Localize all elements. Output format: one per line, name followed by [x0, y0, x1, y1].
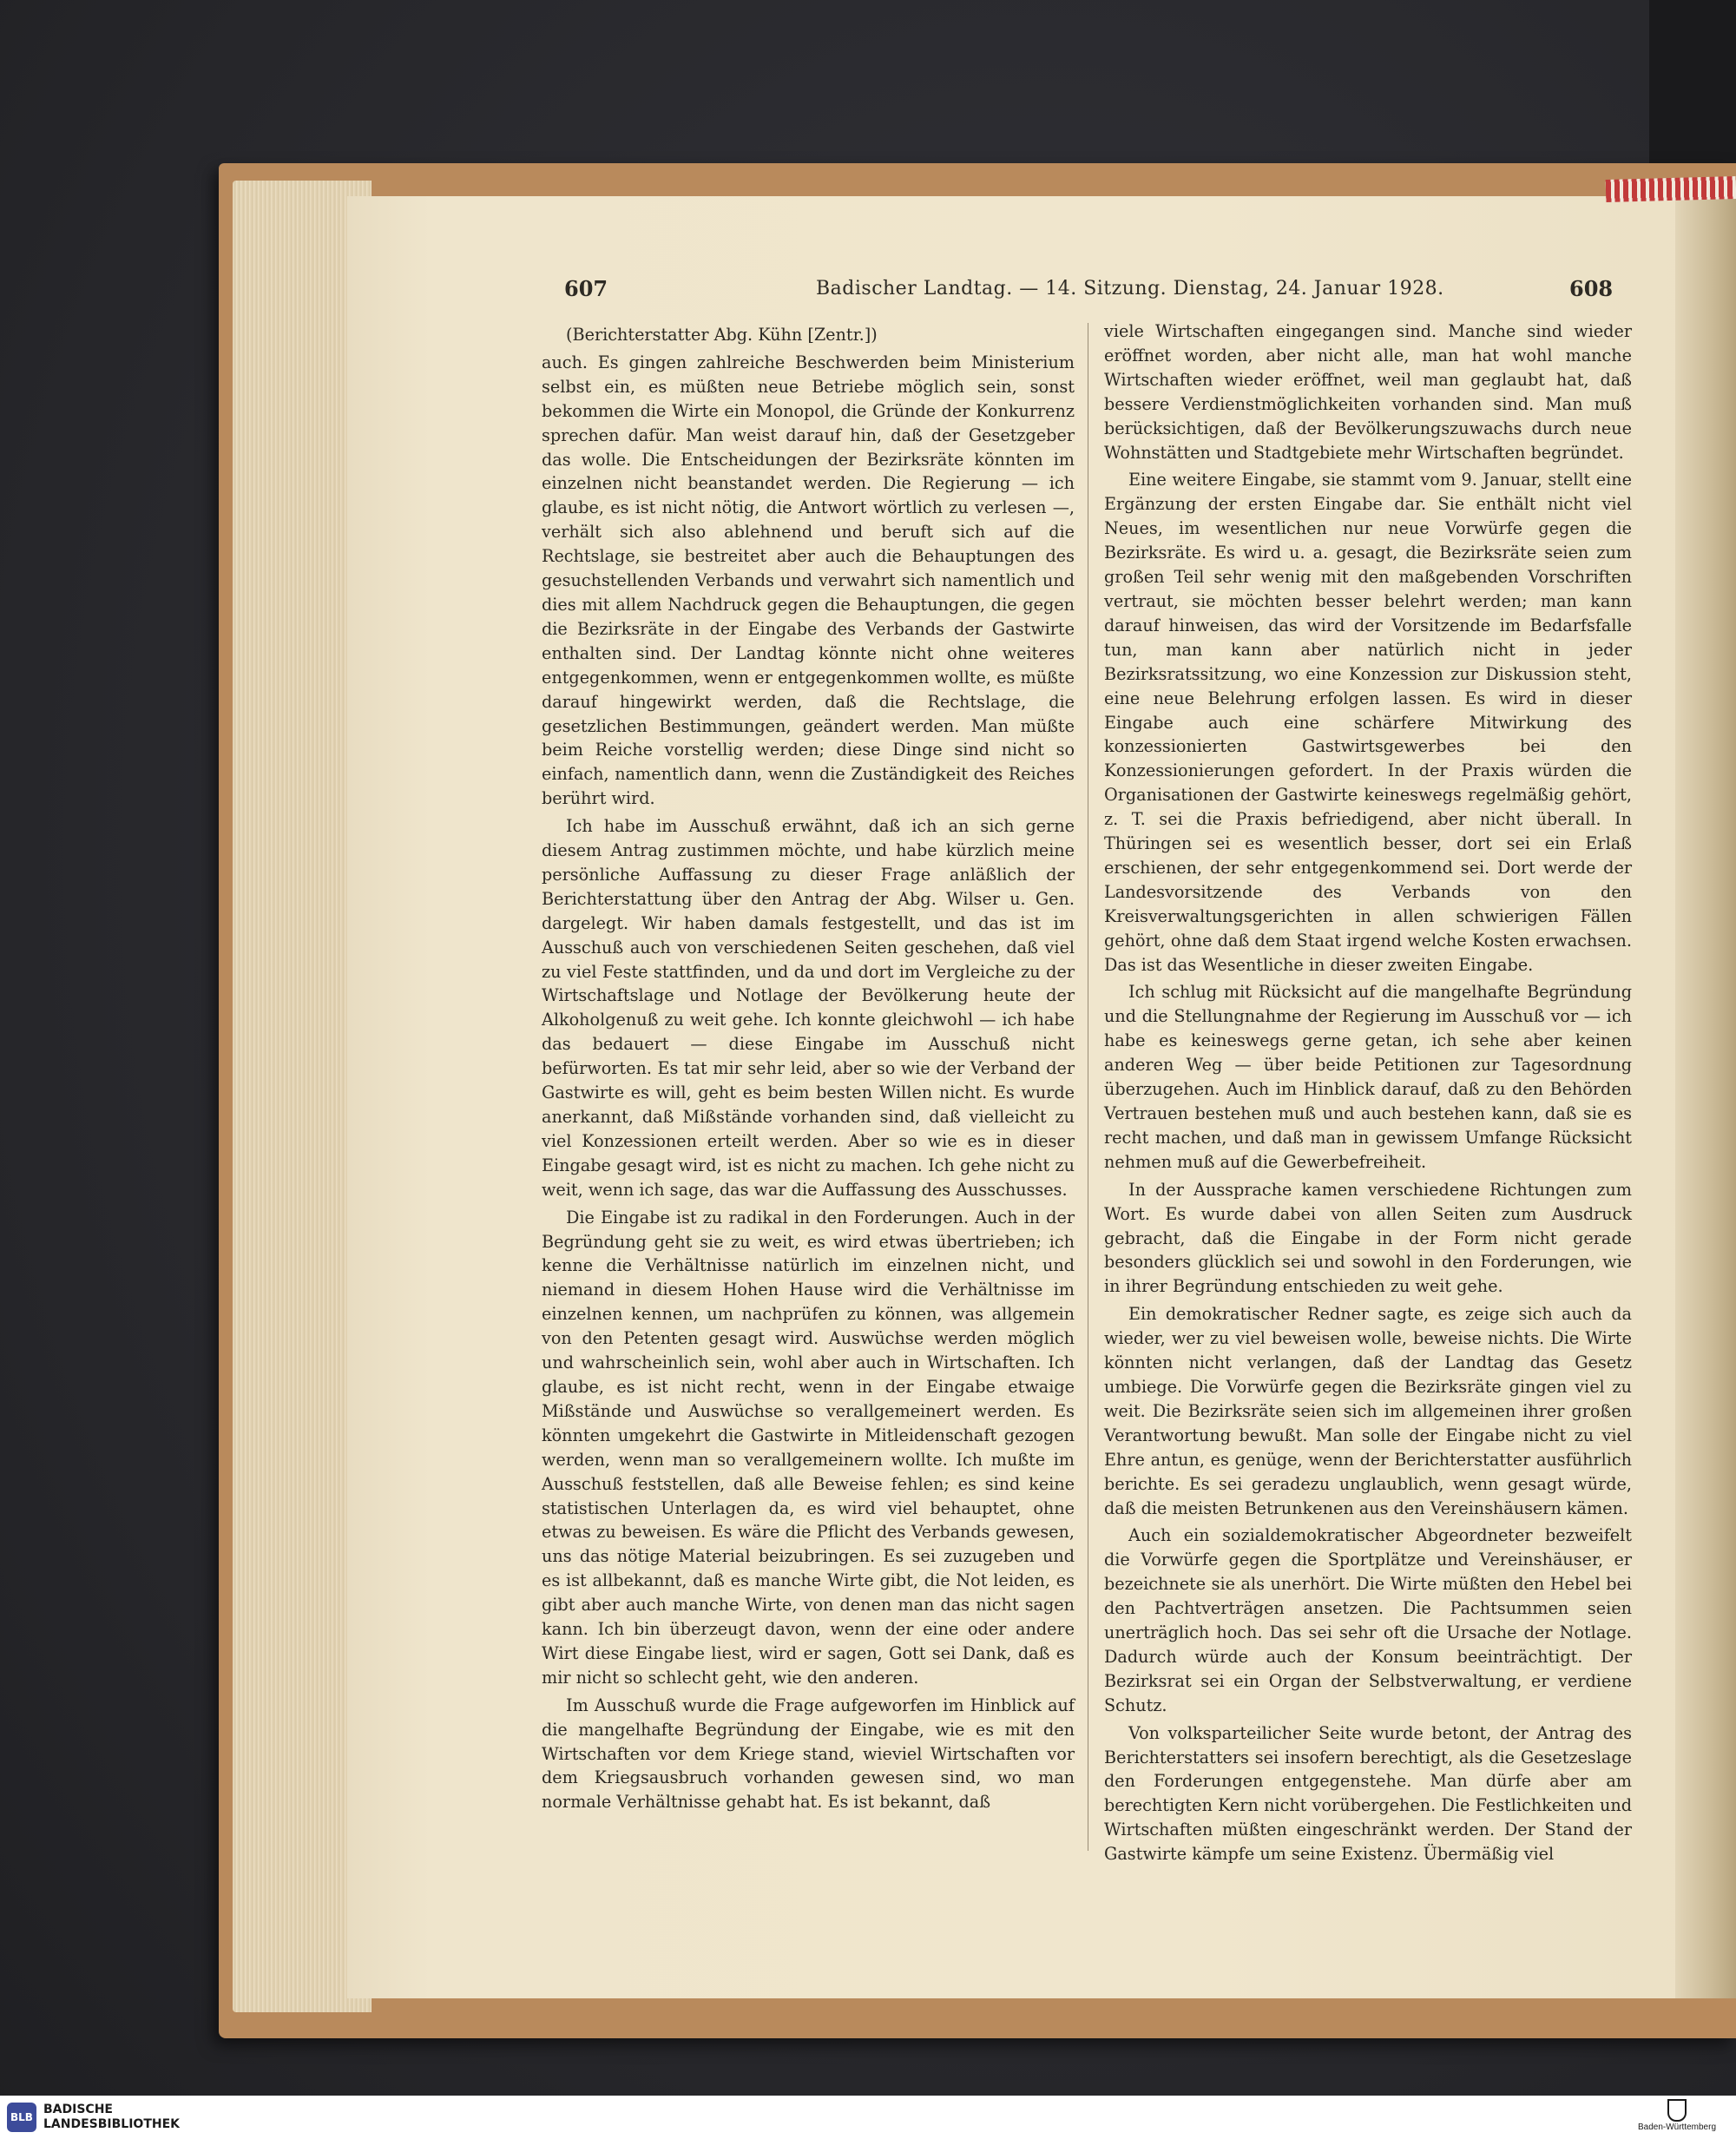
paragraph: viele Wirtschaften eingegangen sind. Manche sind wieder eröffnet worden, aber nicht alle, man hat wohl manche Wirtschaften wieder eröffnet, weil man geglaubt hat, daß bessere Verdienstmöglichkeiten vorhanden sind. Man muß berücksichtigen, daß der Bevölkerungszuwachs durch neue Wohnstätten und Stadtgebiete mehr Wirtschaften begründet.	[1104, 321, 1632, 463]
page-curl-shadow	[1675, 196, 1736, 1998]
state-crest-icon	[1667, 2099, 1687, 2122]
page-number-left: 607	[564, 276, 608, 301]
library-name	[43, 2103, 180, 2132]
paragraph: Eine weitere Eingabe, sie stammt vom 9. Januar, stellt eine Ergänzung der ersten Eingabe dar. Sie enthält nicht viel Neues, im wesentlichen nur neue Vorwürfe gegen die Bezirksräte. Es wird u. a. gesagt, die Bezirksräte seien zum großen Teil sehr wenig mit den maßgebenden Vorschriften vertraut, sie möchten besser belehrt werden; man kann darauf hinweisen, das wird der Vorsitzende im Bedarfsfalle tun, man kann aber natürlich nicht in jeder Bezirksratssitzung, wo eine Konzession zur Diskussion steht, eine neue Belehrung erfolgen lassen. Es wird in dieser Eingabe auch eine schärfere Mitwirkung des konzessionierten Gastwirtsgewerbes bei den Konzessionierungen gefordert. In der Praxis würden die Organisationen der Gastwirte keineswegs regelmäßig gehört, z. T. sei die Praxis befriedigend, aber nicht überall. In Thüringen sei es wesentlich besser, dort sei ein Erlaß erschienen, der sehr entgegenkommend sei. Dort werde der Landesvorsitzende des Verbands von den Kreisverwaltungsgerichten in allen schwierigen Fällen gehört, ohne daß dem Staat irgend welche Kosten erwachsen. Das ist das Wesentliche in dieser zweiten Eingabe.	[1104, 470, 1632, 975]
paragraph: auch. Es gingen zahlreiche Beschwerden beim Ministerium selbst ein, es müßten neue Betriebe möglich sein, sonst bekommen die Wirte ein Monopol, die Gründe der Konkurrenz sprechen dafür. Man weist darauf hin, daß der Gesetzgeber das wolle. Die Entscheidungen der Bezirksräte könnten im einzelnen nicht beanstandet werden. Die Regierung — ich glaube, es ist nicht nötig, die Antwort wörtlich zu verlesen —, verhält sich also ablehnend und beruft sich auf die Rechtslage, sie bestreitet aber auch die Behauptungen des gesuchstellenden Verbands und verwahrt sich namentlich und dies mit allem Nachdruck gegen die Behauptungen, die gegen die Bezirksräte in der Eingabe des Verbands der Gastwirte enthalten sind. Der Landtag könnte nicht ohne weiteres entgegenkommen, wenn er entgegenkommen wollte, es müßte darauf hingewirkt werden, daß die Rechtslage, die gesetzlichen Bestimmungen, geändert werden. Man müßte beim Reiche vorstellig werden; diese Dinge sind nicht so einfach, namentlich dann, wenn die Zuständigkeit des Reiches berührt wird.	[542, 352, 1075, 809]
page-header	[538, 276, 1623, 307]
paragraph: Ich schlug mit Rücksicht auf die mangelhafte Begründung und die Stellungnahme der Regierung im Ausschuß vor — ich habe es keineswegs gerne getan, ich sehe aber keinen anderen Weg — über beide Petitionen zur Tagesordnung überzugehen. Auch im Hinblick darauf, daß zu den Behörden Vertrauen bestehen muß und auch bestehen kann, daß sie es recht machen, und daß man in gewissem Umfange Rücksicht nehmen muß auf die Gewerbefreiheit.	[1104, 982, 1632, 1172]
paragraph: Die Eingabe ist zu radikal in den Forderungen. Auch in der Begründung geht sie zu weit, es wird etwas übertrieben; ich kenne die Verhältnisse natürlich im einzelnen nicht, und niemand in diesem Hohen Hause wird die Verhältnisse im einzelnen kennen, um nachprüfen zu können, was allgemein von den Petenten gesagt wird. Auswüchse werden möglich und wahrscheinlich sein, wohl aber auch in Wirtschaften. Ich glaube, es ist nicht recht, wenn in der Eingabe etwaige Mißstände und Auswüchse so verallgemeinert werden. Es könnten umgekehrt die Gastwirte in Mitleidenschaft gezogen werden, wenn man so verallgemeinern wollte. Ich mußte im Ausschuß feststellen, daß alle Beweise fehlen; es sind keine statistischen Unterlagen da, es wird viel behauptet, ohne etwas zu beweisen. Es wäre die Pflicht des Verbands gewesen, uns das nötige Material beizubringen. Es sei zuzugeben und es ist allbekannt, daß es manche Wirte gibt, die Not leiden, es gibt aber auch manche Wirte, von denen man das nicht sagen kann. Ich bin überzeugt davon, wenn der eine oder andere Wirt diese Eingabe liest, wird er sagen, Gott sei Dank, daß es mir nicht so schlecht geht, wie den anderen.	[542, 1207, 1075, 1688]
right-column	[1104, 319, 1632, 1870]
paragraph: Ich habe im Ausschuß erwähnt, daß ich an sich gerne diesem Antrag zustimmen möchte, und habe kürzlich meine persönliche Auffassung zu dieser Frage anläßlich der Berichterstattung über den Antrag der Abg. Wilser u. Gen. dargelegt. Wir haben damals festgestellt, und das ist im Ausschuß auch von verschiedenen Seiten geschehen, daß viel zu viel Feste stattfinden, und da und dort im Vergleiche zu der Wirtschaftslage und Notlage der Bevölkerung heute der Alkoholgenuß zu weit gehe. Ich konnte gleichwohl — ich habe das bedauert — diese Eingabe im Ausschuß nicht befürworten. Es tat mir sehr leid, aber so wie der Verband der Gastwirte es will, geht es beim besten Willen nicht. Es wurde anerkannt, daß Mißstände vorhanden sind, daß vielleicht zu viel Konzessionen erteilt werden. Aber so wie es in dieser Eingabe gesagt wird, ist es nicht zu machen. Ich gehe nicht zu weit, wenn ich sage, das war die Auffassung des Ausschusses.	[542, 816, 1075, 1200]
paragraph: Von volksparteilicher Seite wurde betont, der Antrag des Berichterstatters sei insofern berechtigt, als die Gesetzeslage den Forderungen entgegenstehe. Man dürfe aber am berechtigten Kern nicht vorübergehen. Die Festlichkeiten und Wirtschaften müßten eingeschränkt werden. Der Stand der Gastwirte kämpfe um seine Existenz. Übermäßig viel	[1104, 1722, 1632, 1865]
left-column	[542, 323, 1075, 1818]
library-name-line1: BADISCHE	[43, 2103, 113, 2116]
baden-wuerttemberg-logo[interactable]	[1625, 2099, 1729, 2137]
paragraph: Ein demokratischer Redner sagte, es zeige sich auch da wieder, wer zu viel beweisen wolle, beweise nichts. Die Wirte könnten nicht verlangen, daß der Landtag das Gesetz umbiege. Die Vorwürfe gegen die Bezirksräte gingen viel zu weit. Die Bezirksräte seien sich im allgemeinen ihrer großen Verantwortung bewußt. Man solle der Eingabe nicht zu viel Ehre antun, es genüge, wenn der Berichterstatter ausführlich berichte. Es sei geradezu unglaublich, wenn gesagt würde, daß die meisten Betrunkenen aus den Vereinshäusern kämen.	[1104, 1304, 1632, 1518]
scan-dark-corner	[1649, 0, 1736, 182]
paragraph: In der Aussprache kamen verschiedene Richtungen zum Wort. Es wurde dabei von allen Seiten zum Ausdruck gebracht, daß die Eingabe in der Form nicht gerade besonders glücklich sei und sowohl in den Forderungen, wie in ihrer Begründung entschieden zu weit gehe.	[1104, 1179, 1632, 1297]
footer-bar	[0, 2096, 1736, 2139]
paragraph: Auch ein sozialdemokratischer Abgeordneter bezweifelt die Vorwürfe gegen die Sportplätze und Vereinshäuser, er bezeichnete sie als unerhört. Die Wirte müßten den Hebel bei den Pachtverträgen ansetzen. Die Pachtsummen seien unerträglich hoch. Das sei sehr oft die Ursache der Notlage. Dadurch würde auch der Konsum beeinträchtigt. Der Bezirksrat sei ein Organ der Selbstverwaltung, er verdiene Schutz.	[1104, 1525, 1632, 1715]
paragraph: Im Ausschuß wurde die Frage aufgeworfen im Hinblick auf die mangelhafte Begründung der Eingabe, wie es mit den Wirtschaften vor dem Kriege stand, wieviel Wirtschaften vor dem Kriegsausbruch vorhanden gewesen sind, wo man normale Verhältnisse gehabt hat. Es ist bekannt, daß	[542, 1695, 1075, 1813]
state-label: Baden-Württemberg	[1637, 2123, 1717, 2132]
speaker-line: (Berichterstatter Abg. Kühn [Zentr.])	[566, 325, 878, 345]
running-title: Badischer Landtag. — 14. Sitzung. Dienstag, 24. Januar 1928.	[816, 278, 1444, 299]
library-name-line2: LANDESBIBLIOTHEK	[43, 2117, 181, 2131]
bookmark-ribbon	[1606, 176, 1736, 202]
blb-logo-icon[interactable]: BLB	[7, 2103, 36, 2132]
page-number-right: 608	[1569, 276, 1614, 301]
